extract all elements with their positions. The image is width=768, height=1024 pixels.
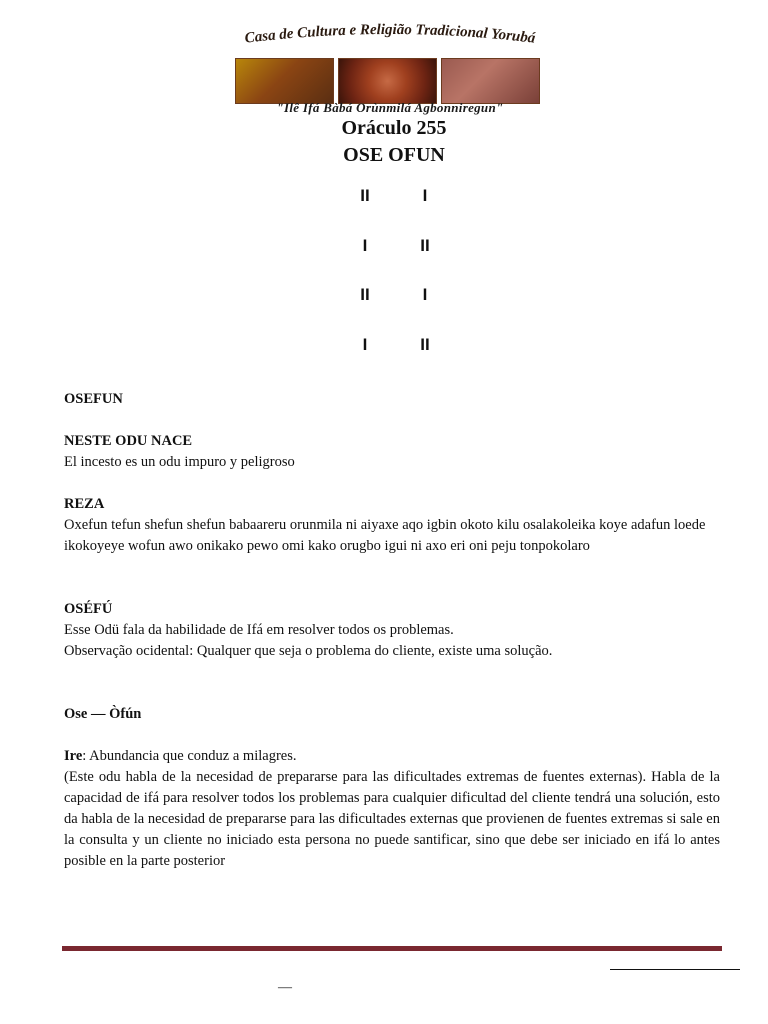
title-line-1: Oráculo 255 <box>341 117 447 139</box>
ire-text: : Abundancia que conduz a milagres. <box>82 748 297 764</box>
footer-dash: — <box>278 980 292 995</box>
sculpture-image <box>235 58 334 104</box>
header-images <box>235 58 540 102</box>
title-line-2: OSE OFUN <box>343 144 445 166</box>
odu-marks <box>335 186 455 384</box>
body-paragraph: (Este odu habla de la necesidad de prepararse para las dificultades extremas de fuentes externas). Habla de la capacidad de ifá para resolver todos los problemas para cualquier dificultad del cliente tendrá una solución, esto da habla de la necesidad de prepararse para las dificultades externas que provienen de fuentes extremas si sale en la consulta y un cliente no iniciado esta persona no puede santificar, sino que debe ser iniciado en ifá lo antes posible en la parte posterior <box>64 769 720 869</box>
reza-heading: REZA <box>64 496 105 512</box>
header-subtitle: "Ilê Ifá Bàbá Orùnmilá Agbonniregun" <box>276 100 504 115</box>
opon-ifa-image <box>338 58 437 104</box>
osefu-line-1: Esse Odü fala da habilidade de Ifá em resolver todos os problemas. <box>64 622 454 638</box>
odu-mark: I <box>422 285 428 304</box>
nace-text: El incesto es un odu impuro y peligroso <box>64 454 295 470</box>
odu-mark: II <box>420 235 430 255</box>
header-logo <box>190 20 590 115</box>
osefu-heading: OSÉFÚ <box>64 601 113 617</box>
odu-row <box>335 236 455 286</box>
odu-row <box>335 335 455 385</box>
page-title <box>0 115 768 169</box>
footer-line <box>610 969 740 970</box>
banner-arc <box>190 20 590 60</box>
osefun-heading: OSEFUN <box>64 391 123 407</box>
osefu-line-2: Observação ocidental: Qualquer que seja o problema do cliente, existe uma solução. <box>64 643 553 659</box>
svg-text:Casa de Cultura e Religião Tra <box>244 22 537 47</box>
odu-mark: I <box>362 235 368 255</box>
odu-mark: I <box>422 186 428 205</box>
ire-line <box>64 746 720 767</box>
ire-label: Ire <box>64 748 83 764</box>
odu-mark: II <box>360 285 370 304</box>
odu-mark: II <box>360 186 370 205</box>
footer-rule <box>62 946 722 951</box>
nace-heading: NESTE ODU NACE <box>64 433 193 449</box>
document-body <box>64 389 720 872</box>
ose-ofun-heading: Ose — Òfún <box>64 706 142 722</box>
odu-row <box>335 186 455 236</box>
banner-text: Casa de Cultura e Religião Tradicional Yorubá <box>243 21 537 47</box>
odu-mark: II <box>420 334 430 354</box>
odu-mark: I <box>362 334 368 354</box>
reza-text: Oxefun tefun shefun shefun babaareru orunmila ni aiyaxe aqo igbin okoto kilu osalakoleika koye adafun loede ikokoyeye wofun awo onikako pewo omi kako orugbo igui ni axo eri oni peju tonpokolaro <box>64 517 706 554</box>
odu-row <box>335 285 455 335</box>
cloth-image <box>441 58 540 104</box>
